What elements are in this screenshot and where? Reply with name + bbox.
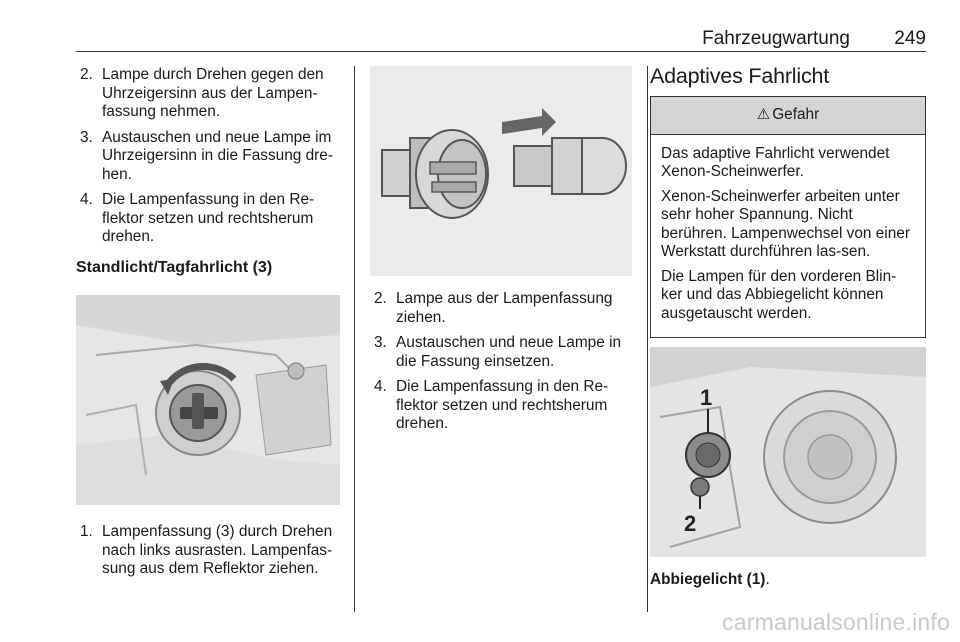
warning-box (650, 96, 926, 339)
lamp-socket-illustration (76, 295, 340, 505)
figure-caption: Abbiegelicht (1). (650, 571, 770, 588)
column-3 (650, 66, 926, 590)
warning-title: Gefahr (772, 105, 820, 123)
warning-paragraph: Die Lampen für den vorderen Blin-ker und das Abbiegelicht können ausgetauscht werden. (661, 267, 897, 322)
callout-1: 1 (700, 385, 713, 410)
warning-paragraph: Xenon-Scheinwerfer arbeiten unter sehr hoher Spannung. Nicht berühren. Lampenwechsel von einer Werkstatt durchführen las-sen. (661, 187, 910, 260)
column-divider (354, 66, 355, 612)
headlight-illustration (650, 347, 926, 557)
list-item: 2. Lampe aus der Lampenfassung ziehen. (374, 290, 613, 326)
bulb-removal-illustration (370, 66, 632, 276)
list-item: 3. Austauschen und neue Lampe im Uhrzeigersinn in die Fassung dre-hen. (80, 128, 333, 183)
section-title: Adaptives Fahrlicht (650, 64, 830, 88)
page-number: 249 (894, 28, 926, 49)
list-item: 1. Lampenfassung (3) durch Drehen nach links ausrasten. Lampenfas-sung aus dem Reflektor ziehen. (80, 523, 333, 577)
subheading: Standlicht/Tagfahrlicht (3) (76, 258, 273, 276)
list-item: 4. Die Lampenfassung in den Re-flektor setzen und rechtsherum drehen. (80, 191, 315, 245)
column-2 (370, 66, 632, 441)
header-title: Fahrzeugwartung (702, 28, 850, 49)
column-1 (76, 66, 340, 586)
step-list (76, 523, 340, 579)
warning-icon: ⚠ (756, 105, 771, 123)
callout-2: 2 (684, 511, 697, 536)
column-divider (647, 66, 648, 612)
list-item: 3. Austauschen und neue Lampe in die Fassung einsetzen. (374, 334, 622, 370)
watermark: carmanualsonline.info (722, 609, 950, 635)
page-header (76, 26, 926, 52)
step-list (370, 290, 632, 434)
list-item: 4. Die Lampenfassung in den Re-flektor setzen und rechtsherum drehen. (374, 378, 609, 432)
step-list (76, 66, 340, 247)
warning-header (651, 97, 925, 135)
warning-body (651, 135, 925, 338)
warning-paragraph: Das adaptive Fahrlicht verwendet Xenon-Scheinwerfer. (661, 144, 890, 180)
list-item: 2. Lampe durch Drehen gegen den Uhrzeigersinn aus der Lampen-fassung nehmen. (80, 66, 324, 120)
